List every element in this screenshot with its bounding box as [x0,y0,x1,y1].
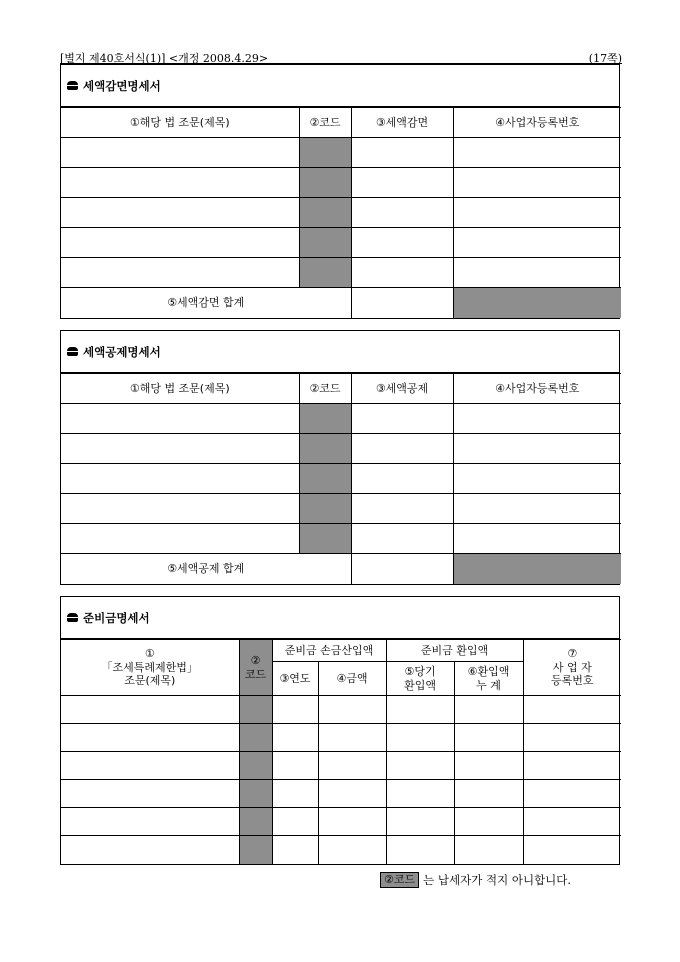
reg-no-cell[interactable] [453,258,621,288]
table-row [61,404,621,434]
code-cell [299,138,351,168]
table-row [61,836,621,864]
code-cell [299,494,351,524]
col-law-article: ①해당 법 조문(제목) [61,108,299,138]
col-credit-amount: ③세액공제 [351,374,453,404]
code-cell [239,836,272,864]
col-business-reg-no: ⑦ 사 업 자 등록번호 [523,640,621,696]
section-title: 세액감면명세서 [61,65,619,107]
tax-reduction-section [60,64,620,319]
code-cell [299,258,351,288]
table-row [61,228,621,258]
code-cell [299,404,351,434]
table-row [61,696,621,724]
tax-reduction-table [61,107,621,318]
law-article-cell[interactable] [61,138,299,168]
table-row [61,524,621,554]
year-cell[interactable] [272,780,318,808]
col-code: ②코드 [299,108,351,138]
total-shaded-cell [453,554,621,584]
reg-no-cell[interactable] [453,138,621,168]
total-row [61,288,621,318]
bullet-icon [67,347,78,356]
total-row [61,554,621,584]
total-label: ⑤세액공제 합계 [61,554,351,584]
law-article-cell[interactable] [61,258,299,288]
law-article-cell[interactable] [61,724,239,752]
footer-text: 는 납세자가 적지 아니합니다. [423,873,572,887]
cumulative-reversal-cell[interactable] [454,836,523,864]
amount-cell[interactable] [318,780,386,808]
total-amount-cell[interactable] [351,288,453,318]
tax-credit-table [61,373,621,584]
reg-no-cell[interactable] [453,494,621,524]
reserve-section [60,596,620,865]
reg-no-cell[interactable] [523,752,621,780]
reg-no-cell[interactable] [523,780,621,808]
amount-cell[interactable] [318,752,386,780]
amount-cell[interactable] [351,228,453,258]
amount-cell[interactable] [351,258,453,288]
amount-cell[interactable] [318,696,386,724]
reg-no-cell[interactable] [453,524,621,554]
form-number: [별지 제40호서식(1)] <개정 2008.4.29> [60,52,269,65]
table-row [61,258,621,288]
col-business-reg-no: ④사업자등록번호 [453,108,621,138]
bullet-icon [67,613,78,622]
law-article-cell[interactable] [61,780,239,808]
law-article-cell[interactable] [61,494,299,524]
cumulative-reversal-cell[interactable] [454,724,523,752]
col-amount: ④금액 [318,662,386,696]
amount-cell[interactable] [318,724,386,752]
reg-no-cell[interactable] [453,198,621,228]
cumulative-reversal-cell[interactable] [454,696,523,724]
code-cell [299,524,351,554]
table-row [61,138,621,168]
code-cell [239,808,272,836]
cumulative-reversal-cell[interactable] [454,808,523,836]
total-amount-cell[interactable] [351,554,453,584]
law-article-cell[interactable] [61,696,239,724]
table-header-row [61,374,621,404]
law-article-cell[interactable] [61,228,299,258]
amount-cell[interactable] [351,138,453,168]
table-row [61,780,621,808]
col-year: ③연도 [272,662,318,696]
table-row [61,752,621,780]
amount-cell[interactable] [351,464,453,494]
amount-cell[interactable] [351,168,453,198]
code-cell [299,228,351,258]
year-cell[interactable] [272,808,318,836]
footer-note [380,872,571,888]
section-title: 세액공제명세서 [61,331,619,373]
code-cell [299,168,351,198]
table-row [61,808,621,836]
col-business-reg-no: ④사업자등록번호 [453,374,621,404]
law-article-cell[interactable] [61,752,239,780]
current-reversal-cell[interactable] [386,780,454,808]
reg-no-cell[interactable] [523,724,621,752]
reg-no-cell[interactable] [453,404,621,434]
col-code: ②코드 [299,374,351,404]
table-header-row [61,108,621,138]
law-article-cell[interactable] [61,404,299,434]
law-article-cell[interactable] [61,808,239,836]
reg-no-cell[interactable] [523,836,621,864]
col-reduction-amount: ③세액감면 [351,108,453,138]
code-cell [299,198,351,228]
reserve-table [61,639,621,864]
table-row [61,198,621,228]
table-row [61,494,621,524]
table-row [61,168,621,198]
code-chip: ②코드 [380,872,419,888]
total-label: ⑤세액감면 합계 [61,288,351,318]
amount-cell[interactable] [318,808,386,836]
amount-cell[interactable] [351,494,453,524]
table-row [61,464,621,494]
law-article-cell[interactable] [61,198,299,228]
code-cell [239,780,272,808]
code-cell [239,724,272,752]
col-law-article: ①해당 법 조문(제목) [61,374,299,404]
reg-no-cell[interactable] [453,464,621,494]
reg-no-cell[interactable] [453,228,621,258]
table-row [61,724,621,752]
col-cumulative-reversal: ⑥환입액 누 계 [454,662,523,696]
current-reversal-cell[interactable] [386,808,454,836]
current-reversal-cell[interactable] [386,724,454,752]
amount-cell[interactable] [318,836,386,864]
year-cell[interactable] [272,724,318,752]
table-header-row [61,640,621,662]
code-cell [239,752,272,780]
code-cell [299,434,351,464]
amount-cell[interactable] [351,404,453,434]
cumulative-reversal-cell[interactable] [454,780,523,808]
amount-cell[interactable] [351,524,453,554]
col-current-reversal: ⑤당기 환입액 [386,662,454,696]
cumulative-reversal-cell[interactable] [454,752,523,780]
tax-credit-section [60,330,620,585]
reg-no-cell[interactable] [453,434,621,464]
current-reversal-cell[interactable] [386,836,454,864]
current-reversal-cell[interactable] [386,752,454,780]
law-article-cell[interactable] [61,434,299,464]
col-code: ② 코드 [239,640,272,696]
section-title: 준비금명세서 [61,597,619,639]
table-row [61,434,621,464]
code-cell [299,464,351,494]
year-cell[interactable] [272,836,318,864]
reg-no-cell[interactable] [523,808,621,836]
page-number: (17쪽) [588,52,622,65]
year-cell[interactable] [272,696,318,724]
amount-cell[interactable] [351,434,453,464]
year-cell[interactable] [272,752,318,780]
law-article-cell[interactable] [61,836,239,864]
reg-no-cell[interactable] [453,168,621,198]
bullet-icon [67,81,78,90]
group-reversal: 준비금 환입액 [386,640,523,662]
group-deduction: 준비금 손금산입액 [272,640,386,662]
law-article-cell[interactable] [61,524,299,554]
reg-no-cell[interactable] [523,696,621,724]
total-shaded-cell [453,288,621,318]
col-law-article: ① 「조세특례제한법」 조문(제목) [61,640,239,696]
amount-cell[interactable] [351,198,453,228]
law-article-cell[interactable] [61,464,299,494]
law-article-cell[interactable] [61,168,299,198]
current-reversal-cell[interactable] [386,696,454,724]
code-cell [239,696,272,724]
